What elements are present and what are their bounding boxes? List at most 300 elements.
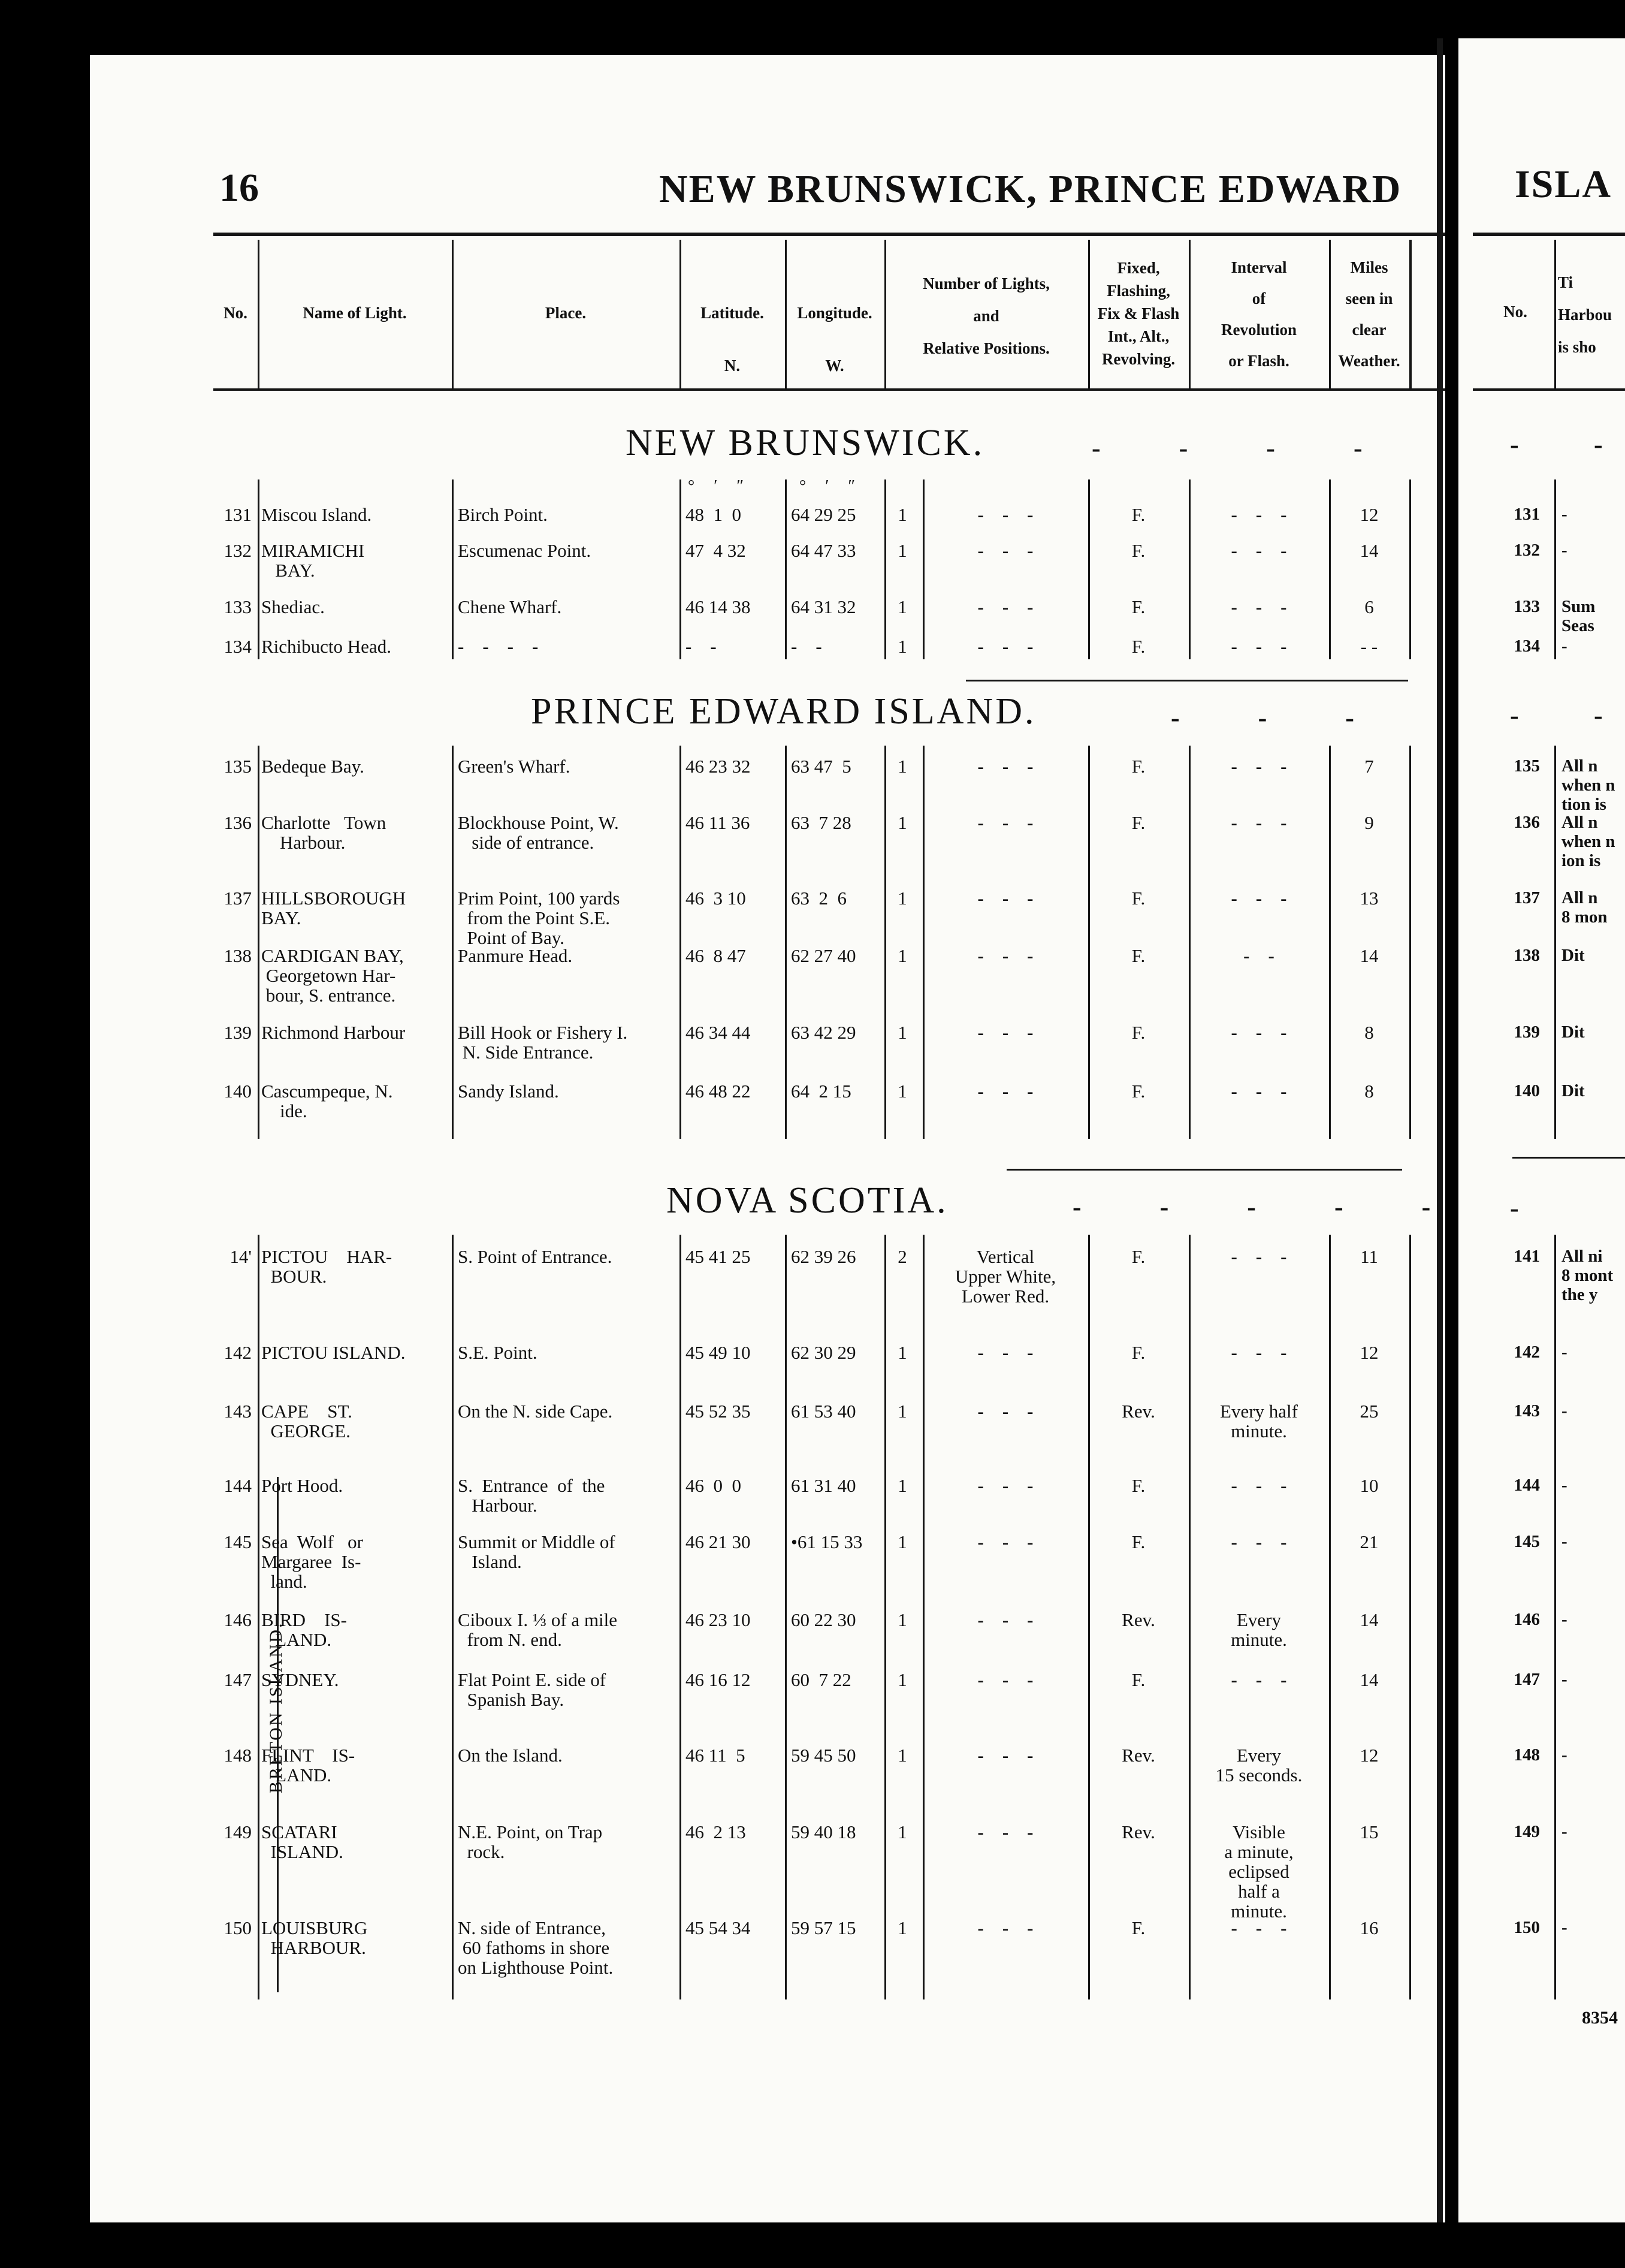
cell-lat: 47 4 32 [685,540,746,561]
cell-interval: - - - [1231,504,1287,525]
cell-fixed: F. [1131,1246,1146,1267]
column-rule [258,1235,259,1999]
cell-pos: - - - [977,1609,1034,1630]
cell-place: - - - - [458,636,539,657]
cell-miles: 6 [1364,596,1374,617]
right-cell-no: 140 [1514,1081,1540,1100]
cell-miles: 14 [1360,1609,1379,1630]
cell-name: LOUISBURG HARBOUR. [261,1917,368,1958]
cell-lon: 61 53 40 [791,1401,856,1422]
right-cell-text: - [1561,1745,1567,1765]
cell-miles: 8 [1364,1081,1374,1102]
cell-lon: - - [791,636,822,657]
right-cell-text: - [1561,1476,1567,1495]
cell-name: BIRD IS- LAND. [261,1609,347,1650]
cell-name: Richibucto Head. [261,636,391,657]
cell-miles: 13 [1360,888,1379,909]
cell-pos: - - - [977,540,1034,561]
column-rule [1088,746,1090,1139]
header-sep [1409,240,1412,388]
cell-n: 1 [898,1401,907,1422]
header-rule-bottom [213,388,1445,391]
cell-n: 1 [898,1531,907,1552]
cell-pos: - - - [977,1081,1034,1102]
section-dashes: - - - [1171,703,1354,732]
cell-place: Prim Point, 100 yards from the Point S.E. Point of Bay. [458,888,620,948]
cell-no: 146 [223,1609,252,1630]
cell-miles: 8 [1364,1022,1374,1043]
degree-marks: ° ′ ″ [688,477,747,496]
cell-lat: 46 0 0 [685,1475,741,1496]
right-cell-text: All n when n tion is [1561,756,1615,814]
right-cell-text: - [1561,637,1567,656]
cell-no: 149 [223,1821,252,1842]
cell-place: Chene Wharf. [458,596,562,617]
cell-lon: 64 31 32 [791,596,856,617]
cell-pos: - - - [977,1745,1034,1766]
cell-interval: - - - [1231,636,1287,657]
right-col-no-header: No. [1503,303,1527,321]
cell-name: Miscou Island. [261,504,372,525]
column-rule [679,1235,681,1999]
cell-no: 147 [223,1669,252,1690]
right-cell-text: - [1561,541,1567,560]
cell-n: 1 [898,504,907,525]
right-cell-text: Dit [1561,1081,1585,1100]
cell-lat: 46 3 10 [685,888,746,909]
cell-lat: 46 23 10 [685,1609,751,1630]
cell-lat: 45 41 25 [685,1246,751,1267]
right-cell-no: 132 [1514,541,1540,560]
cell-fixed: F. [1131,1342,1146,1363]
cell-lat: 46 8 47 [685,945,746,966]
cell-n: 1 [898,1669,907,1690]
column-rule [1409,746,1411,1139]
cell-fixed: F. [1131,1475,1146,1496]
cell-name: Bedeque Bay. [261,756,364,777]
cell-miles: 12 [1360,1745,1379,1766]
header-sep [884,240,886,388]
column-rule [679,746,681,1139]
header-sep [679,240,681,388]
cell-fixed: F. [1131,945,1146,966]
section-dashes: - - - - [1092,433,1363,463]
right-cell-text: - [1561,1401,1567,1420]
cell-no: 134 [223,636,252,657]
cell-pos: - - - [977,636,1034,657]
col-interval-header: Interval of Revolution or Flash. [1221,258,1297,370]
cell-miles: 12 [1360,504,1379,525]
section-heading-nova-scotia: NOVA SCOTIA. [666,1180,949,1221]
cell-fixed: Rev. [1122,1821,1155,1842]
right-cell-no: 139 [1514,1023,1540,1042]
cell-place: Sandy Island. [458,1081,559,1102]
cell-name: MIRAMICHI BAY. [261,540,365,581]
cell-name: Port Hood. [261,1475,343,1496]
cell-name: Cascumpeque, N. ide. [261,1081,393,1121]
right-cell-no: 133 [1514,597,1540,616]
cell-n: 1 [898,540,907,561]
column-rule [1409,1235,1411,1999]
cell-interval: - - - [1231,1669,1287,1690]
right-cell-text: - [1561,1670,1567,1689]
right-cell-no: 147 [1514,1670,1540,1689]
right-cell-text: Dit [1561,946,1585,965]
cell-miles: 14 [1360,540,1379,561]
cell-no: 143 [223,1401,252,1422]
cell-fixed: F. [1131,1917,1146,1938]
right-cell-no: 144 [1514,1476,1540,1495]
cell-n: 1 [898,1609,907,1630]
cell-lat: 46 48 22 [685,1081,751,1102]
right-page-title: ISLA [1515,162,1612,206]
cell-lon: 60 7 22 [791,1669,851,1690]
cell-place: N. side of Entrance, 60 fathoms in shore on Lighthouse Point. [458,1917,614,1978]
right-header-rule-bottom [1473,388,1625,391]
cell-no: 142 [223,1342,252,1363]
cell-no: 133 [223,596,252,617]
cell-fixed: F. [1131,1669,1146,1690]
column-rule [1189,746,1191,1139]
right-cell-text: All n 8 mon [1561,888,1608,927]
right-section-dash: - [1510,1193,1519,1223]
cell-interval: - - - [1231,812,1287,833]
column-rule [884,1235,886,1999]
right-cell-text: All n when n ion is [1561,813,1615,870]
right-column-rule [1554,746,1556,1139]
col-name-header: Name of Light. [303,304,407,322]
cell-n: 1 [898,596,907,617]
page-number: 16 [219,166,259,210]
right-cell-no: 148 [1514,1745,1540,1765]
cell-place: S. Point of Entrance. [458,1246,612,1267]
cell-place: Flat Point E. side of Spanish Bay. [458,1669,606,1710]
right-cell-no: 138 [1514,946,1540,965]
cell-lon: 63 2 6 [791,888,847,909]
cell-no: 131 [223,504,252,525]
cell-n: 1 [898,1745,907,1766]
right-cell-no: 134 [1514,637,1540,656]
right-col-time-header: Ti Harbou is sho [1558,273,1612,356]
right-cell-no: 146 [1514,1610,1540,1629]
right-cell-no: 141 [1514,1247,1540,1266]
cell-pos: - - - [977,945,1034,966]
section-dashes: - - - - - [1073,1192,1431,1222]
cell-lon: 64 47 33 [791,540,856,561]
cell-n: 1 [898,1821,907,1842]
cell-name: Richmond Harbour [261,1022,406,1043]
cell-interval: - - - [1231,540,1287,561]
cell-interval: Every half minute. [1220,1401,1298,1441]
cell-lon: 60 22 30 [791,1609,856,1630]
cell-name: PICTOU HAR- BOUR. [261,1246,392,1287]
cell-pos: - - - [977,1669,1034,1690]
cell-interval: - - [1243,945,1274,966]
cell-fixed: F. [1131,812,1146,833]
cell-lon: 62 27 40 [791,945,856,966]
cell-pos: - - - [977,1022,1034,1043]
cell-lat: 46 11 36 [685,812,750,833]
cell-lon: 62 30 29 [791,1342,856,1363]
cell-n: 1 [898,756,907,777]
cell-interval: - - - [1231,1342,1287,1363]
cell-fixed: F. [1131,540,1146,561]
column-rule [884,479,886,659]
cell-interval: Every 15 seconds. [1215,1745,1303,1786]
column-rule [452,746,454,1139]
right-cell-text: All ni 8 mont the y [1561,1247,1614,1304]
cell-pos: - - - [977,1475,1034,1496]
column-rule [452,1235,454,1999]
cell-lon: 62 39 26 [791,1246,856,1267]
cell-place: Birch Point. [458,504,548,525]
gutter-line [1437,38,1443,2222]
header-sep [1329,240,1331,388]
cell-lon: 63 7 28 [791,812,851,833]
cell-pos: - - - [977,1531,1034,1552]
cell-lat: - - [685,636,717,657]
cell-no: 138 [223,945,252,966]
right-cell-no: 131 [1514,505,1540,524]
section-rule [1007,1169,1402,1171]
cell-fixed: Rev. [1122,1745,1155,1766]
cell-no: 150 [223,1917,252,1938]
cell-no: 136 [223,812,252,833]
cell-name: CAPE ST. GEORGE. [261,1401,352,1441]
cell-no: 132 [223,540,252,561]
cell-place: N.E. Point, on Trap rock. [458,1821,603,1862]
cell-name: PICTOU ISLAND. [261,1342,406,1363]
cell-lat: 45 52 35 [685,1401,751,1422]
cell-place: S. Entrance of the Harbour. [458,1475,605,1516]
cell-lon: 64 29 25 [791,504,856,525]
cell-lon: 61 31 40 [791,1475,856,1496]
cell-n: 1 [898,812,907,833]
right-section-dash: - [1594,701,1603,730]
cell-interval: - - - [1231,1917,1287,1938]
column-rule [1329,746,1331,1139]
cell-fixed: F. [1131,756,1146,777]
cell-pos: Vertical Upper White, Lower Red. [955,1246,1056,1307]
cell-name: FLINT IS- LAND. [261,1745,355,1786]
cell-interval: Every minute. [1231,1609,1287,1650]
cell-place: Green's Wharf. [458,756,570,777]
right-section-rule [1512,1157,1625,1159]
header-rule-top [213,233,1445,236]
cell-no: 144 [223,1475,252,1496]
cell-interval: - - - [1231,1246,1287,1267]
cell-pos: - - - [977,596,1034,617]
cell-lat: 46 2 13 [685,1821,746,1842]
cell-pos: - - - [977,1342,1034,1363]
right-cell-text: Dit [1561,1023,1585,1042]
section-heading-prince-edward-island: PRINCE EDWARD ISLAND. [531,691,1037,732]
right-footer-number: 8354 [1582,2008,1618,2028]
header-sep [785,240,787,388]
col-fixed-header: Fixed, Flashing, Fix & Flash Int., Alt., Revolving. [1097,259,1180,368]
col-longitude-header: Longitude. W. [797,304,872,375]
cell-no: 137 [223,888,252,909]
right-page [1457,38,1625,2222]
cell-fixed: F. [1131,1081,1146,1102]
cell-pos: - - - [977,1401,1034,1422]
header-sep [258,240,259,388]
right-cell-no: 136 [1514,813,1540,832]
right-cell-no: 142 [1514,1343,1540,1362]
right-cell-no: 150 [1514,1918,1540,1937]
cell-miles: 14 [1360,945,1379,966]
column-rule [452,479,454,659]
right-cell-no: 135 [1514,756,1540,776]
cell-fixed: F. [1131,596,1146,617]
cell-interval: - - - [1231,1081,1287,1102]
cell-lat: 46 23 32 [685,756,751,777]
cell-lon: 59 45 50 [791,1745,856,1766]
cell-no: 148 [223,1745,252,1766]
cell-pos: - - - [977,812,1034,833]
column-rule [785,746,787,1139]
right-header-sep [1554,240,1556,388]
cell-place: Blockhouse Point, W. side of entrance. [458,812,619,853]
cell-name: SCATARI ISLAND. [261,1821,343,1862]
cell-lat: 46 34 44 [685,1022,751,1043]
cell-miles: 16 [1360,1917,1379,1938]
cell-fixed: Rev. [1122,1609,1155,1630]
cell-miles: 11 [1360,1246,1378,1267]
cell-interval: - - - [1231,596,1287,617]
cell-pos: - - - [977,504,1034,525]
cell-fixed: F. [1131,636,1146,657]
cape-breton-label: BRETON ISLAND. [266,1621,286,1793]
cell-no: 140 [223,1081,252,1102]
col-no-header: No. [223,304,247,322]
cell-miles: 15 [1360,1821,1379,1842]
cell-place: Ciboux I. ⅓ of a mile from N. end. [458,1609,618,1650]
cell-interval: - - - [1231,756,1287,777]
cell-fixed: Rev. [1122,1401,1155,1422]
right-cell-text: - [1561,1918,1567,1937]
col-miles-header: Miles seen in clear Weather. [1338,258,1400,370]
cell-pos: - - - [977,1917,1034,1938]
right-section-dash: - [1510,430,1519,459]
cell-lon: 63 42 29 [791,1022,856,1043]
cell-lon: •61 15 33 [791,1531,863,1552]
cell-lat: 46 11 5 [685,1745,745,1766]
cell-name: CARDIGAN BAY, Georgetown Har- bour, S. entrance. [261,945,404,1006]
cell-miles: 25 [1360,1401,1379,1422]
right-cell-no: 145 [1514,1532,1540,1551]
cell-pos: - - - [977,888,1034,909]
right-cell-no: 137 [1514,888,1540,907]
right-cell-no: 149 [1514,1822,1540,1841]
section-heading-new-brunswick: NEW BRUNSWICK. [626,423,985,463]
right-cell-text: - [1561,1610,1567,1629]
cell-n: 1 [898,1081,907,1102]
cell-interval: - - - [1231,1475,1287,1496]
right-cell-text: - [1561,1532,1567,1551]
cell-no: 139 [223,1022,252,1043]
section-rule [966,680,1408,681]
cell-miles: 12 [1360,1342,1379,1363]
column-rule [884,746,886,1139]
cell-interval: - - - [1231,888,1287,909]
cell-place: Bill Hook or Fishery I. N. Side Entrance. [458,1022,628,1063]
cell-place: Summit or Middle of Island. [458,1531,615,1572]
cell-place: Escumenac Point. [458,540,591,561]
cell-n: 1 [898,636,907,657]
cell-place: Panmure Head. [458,945,573,966]
cell-pos: - - - [977,1821,1034,1842]
column-rule [785,1235,787,1999]
cell-fixed: F. [1131,888,1146,909]
cell-no: 135 [223,756,252,777]
cell-fixed: F. [1131,1531,1146,1552]
cell-lon: 59 57 15 [791,1917,856,1938]
cell-pos: - - - [977,756,1034,777]
right-cell-no: 143 [1514,1401,1540,1420]
cell-name: Sea Wolf or Margaree Is- land. [261,1531,363,1592]
cell-n: 1 [898,1475,907,1496]
cell-name: Shediac. [261,596,325,617]
cell-miles: 7 [1364,756,1374,777]
column-rule [679,479,681,659]
cell-n: 1 [898,1917,907,1938]
cell-name: HILLSBOROUGH BAY. [261,888,406,928]
cell-interval: - - - [1231,1531,1287,1552]
cell-name: SYDNEY. [261,1669,339,1690]
cell-place: On the N. side Cape. [458,1401,613,1422]
right-header-rule-top [1473,233,1625,236]
right-section-dash: - [1594,430,1603,459]
cell-miles: 14 [1360,1669,1379,1690]
column-rule [258,479,259,659]
right-column-rule [1554,1235,1556,1999]
right-cell-text: - [1561,1343,1567,1362]
degree-marks: ° ′ ″ [799,477,859,496]
col-lights-header: Number of Lights, and Relative Positions. [923,275,1050,357]
header-sep [452,240,454,388]
right-cell-text: - [1561,505,1567,524]
header-sep [1088,240,1090,388]
cell-miles: 9 [1364,812,1374,833]
cell-n: 1 [898,888,907,909]
cell-n: 2 [898,1246,907,1267]
cell-interval: - - - [1231,1022,1287,1043]
cell-lat: 48 1 0 [685,504,741,525]
cell-name: Charlotte Town Harbour. [261,812,386,853]
cell-no: 145 [223,1531,252,1552]
column-rule [785,479,787,659]
cell-n: 1 [898,1342,907,1363]
cell-lon: 59 40 18 [791,1821,856,1842]
cell-interval: Visible a minute, eclipsed half a minute. [1224,1821,1294,1922]
right-cell-text: Sum Seas [1561,597,1596,635]
col-latitude-header: Latitude. N. [700,304,764,375]
column-rule [923,746,925,1139]
cell-n: 1 [898,945,907,966]
column-rule [1409,479,1411,659]
col-place-header: Place. [545,304,587,322]
cell-lon: 64 2 15 [791,1081,851,1102]
header-sep [1189,240,1191,388]
cell-miles: 21 [1360,1531,1379,1552]
cell-lat: 46 16 12 [685,1669,751,1690]
cell-lat: 46 14 38 [685,596,751,617]
cell-lat: 45 49 10 [685,1342,751,1363]
right-section-dash: - [1510,701,1519,730]
right-column-rule [1554,479,1556,659]
column-rule [258,746,259,1139]
